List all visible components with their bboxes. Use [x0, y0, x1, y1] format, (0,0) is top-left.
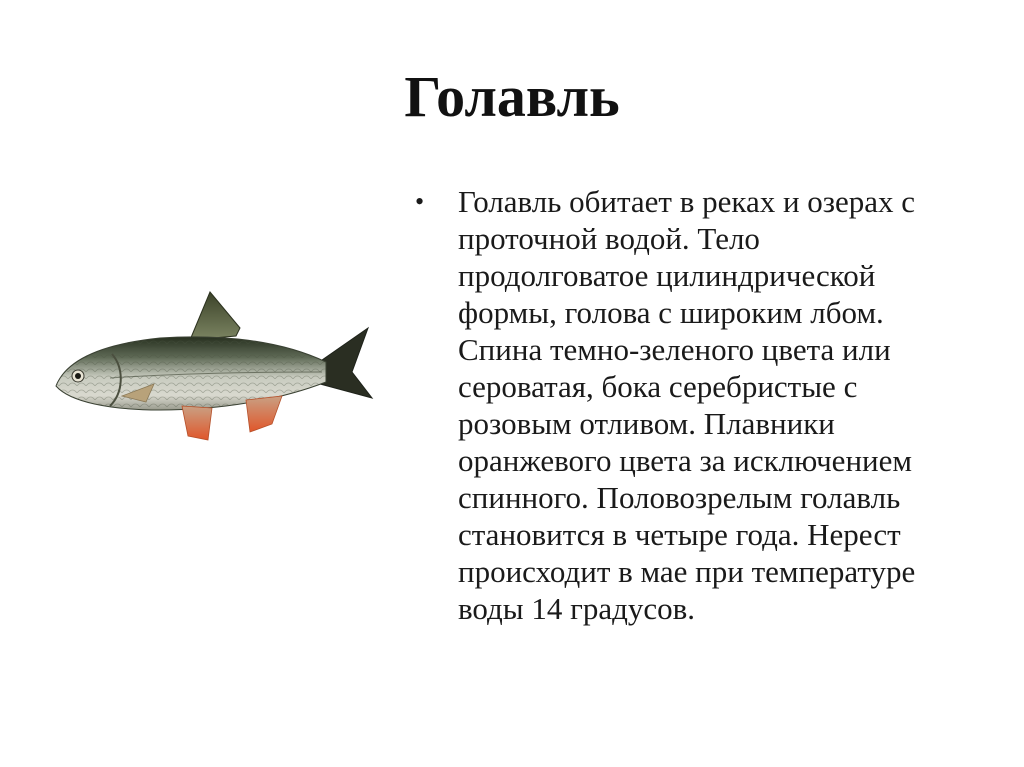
description-line: формы, голова с широким лбом.: [458, 295, 884, 330]
description-line: проточной водой. Тело: [458, 221, 760, 256]
anal-fin: [246, 396, 282, 432]
description-line: розовым отливом. Плавники: [458, 406, 835, 441]
description-line: Спина темно-зеленого цвета или: [458, 332, 891, 367]
bullet-marker: •: [415, 187, 425, 216]
description-paragraph: [458, 183, 1003, 627]
description-line: сероватая, бока серебристые с: [458, 369, 858, 404]
pelvic-fin: [182, 406, 212, 440]
description-line: Голавль обитает в реках и озерах с: [458, 184, 916, 219]
dorsal-fin: [190, 292, 240, 340]
description-line: воды 14 градусов.: [458, 591, 696, 626]
description-line: происходит в мае при температуре: [458, 554, 916, 589]
chub-fish-image: [50, 288, 380, 453]
description-line: продолговатое цилиндрической: [458, 258, 876, 293]
slide-title: Голавль: [404, 64, 620, 129]
description-line: спинного. Половозрелым голавль: [458, 480, 901, 515]
description-line: оранжевого цвета за исключением: [458, 443, 912, 478]
tail-fin: [320, 328, 372, 398]
description-line: становится в четыре года. Нерест: [458, 517, 901, 552]
